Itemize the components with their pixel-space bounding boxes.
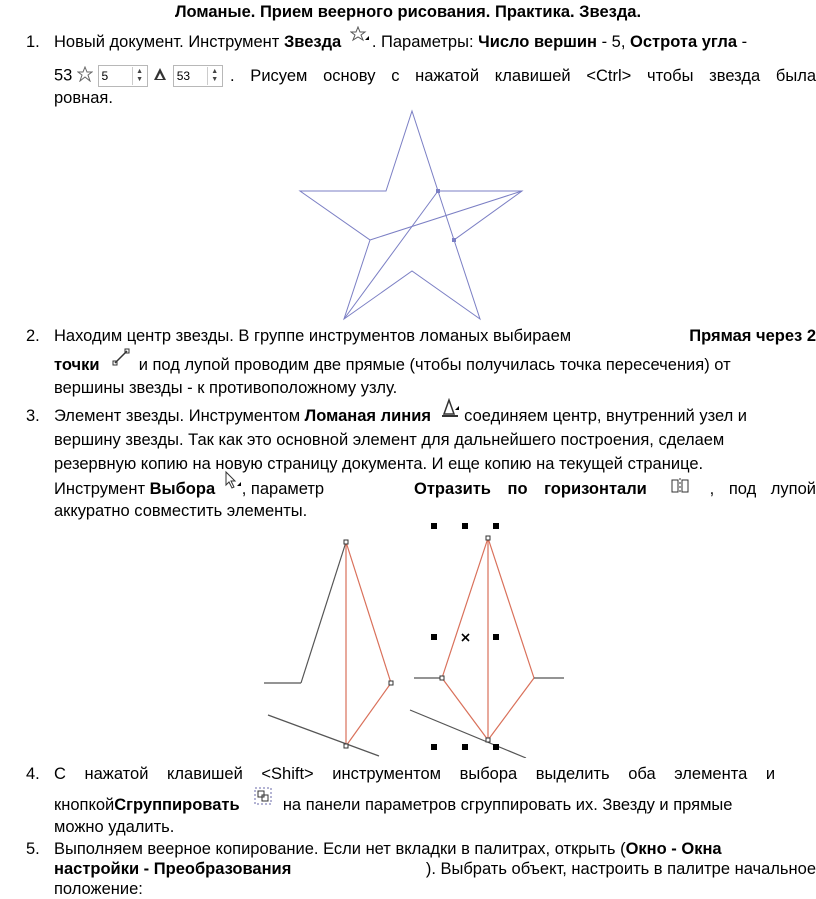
- step-1-line-3: ровная.: [54, 89, 113, 107]
- step-1-line-2: 53 5 ▲ ▼ 53 ▲ ▼: [54, 65, 816, 87]
- star-figure: [290, 105, 530, 325]
- step-5-line-1: Выполняем веерное копирование. Если нет вкладки в палитрах, открыть (Окно - Окна: [54, 840, 722, 858]
- step-2-number: 2.: [26, 327, 40, 345]
- step-1-number: 1.: [26, 33, 40, 51]
- sharpness-spinbox[interactable]: 53 ▲ ▼: [173, 65, 223, 87]
- group-icon: [252, 785, 274, 812]
- line-two-points-icon: [112, 347, 132, 372]
- spin-arrows-icon[interactable]: ▲ ▼: [132, 67, 147, 85]
- step-5-line-2: настройки - Преобразования ). Выбрать объект, настроить в палитре начальное: [54, 860, 816, 878]
- star-outline: [300, 111, 522, 319]
- step-4-line-1: С нажатой клавишей <Shift> инструментом выбора выделить оба элемента и: [54, 765, 776, 783]
- step-3-number: 3.: [26, 407, 40, 425]
- mirror-horizontal-icon: [669, 476, 691, 501]
- center-line-1: [344, 191, 438, 319]
- vertices-spinbox[interactable]: 5 ▲ ▼: [98, 65, 148, 87]
- step-2-line-2: точки и под лупой проводим две прямые (чтобы получилась точка пересечения) от: [54, 356, 816, 375]
- selection-tool-icon: [222, 470, 242, 495]
- polyline-tool-icon: [440, 398, 460, 423]
- step-3-line-1: Элемент звезды. Инструментом Ломаная линия соединяем центр, внутренний узел и: [54, 407, 816, 426]
- step-3-line-4: Инструмент Выбора , параметр Отразить по горизонтали , под лупой: [54, 480, 816, 499]
- step-5-number: 5.: [26, 840, 40, 858]
- page-title: Ломаные. Прием веерного рисования. Практика. Звезда.: [174, 3, 642, 21]
- vertices-star-icon: [77, 66, 93, 87]
- step-3-line-2: вершину звезды. Так как это основной элемент для дальнейшего построения, сделаем: [54, 431, 725, 449]
- step-2-line-3: вершины звезды - к противоположному узлу.: [54, 379, 398, 397]
- step-2-line-1: Находим центр звезды. В группе инструментов ломаных выбираем Прямая через 2: [54, 327, 816, 345]
- step-3-line-3: резервную копию на новую страницу документа. И еще копию на текущей странице.: [54, 455, 704, 473]
- sharpness-icon: [152, 66, 168, 87]
- spin-arrows-icon[interactable]: ▲ ▼: [207, 67, 222, 85]
- step-3-line-5: аккуратно совместить элементы.: [54, 502, 308, 520]
- step-4-line-3: можно удалить.: [54, 818, 175, 836]
- star-element-figure: [264, 518, 594, 758]
- star-tool-icon: [350, 26, 370, 49]
- step-5-line-3: положение:: [54, 880, 143, 898]
- step-1-line-2-text: . Рисуем основу с нажатой клавишей <Ctrl> чтобы звезда была: [230, 67, 816, 85]
- step-4-line-2: кнопкойСгруппировать на панели параметров сгруппировать их. Звезду и прямые: [54, 796, 816, 815]
- center-line-3: [438, 191, 454, 240]
- step-4-number: 4.: [26, 765, 40, 783]
- step-1-line-1: Новый документ. Инструмент Звезда . Параметры: Число вершин - 5, Острота угла -: [54, 33, 816, 52]
